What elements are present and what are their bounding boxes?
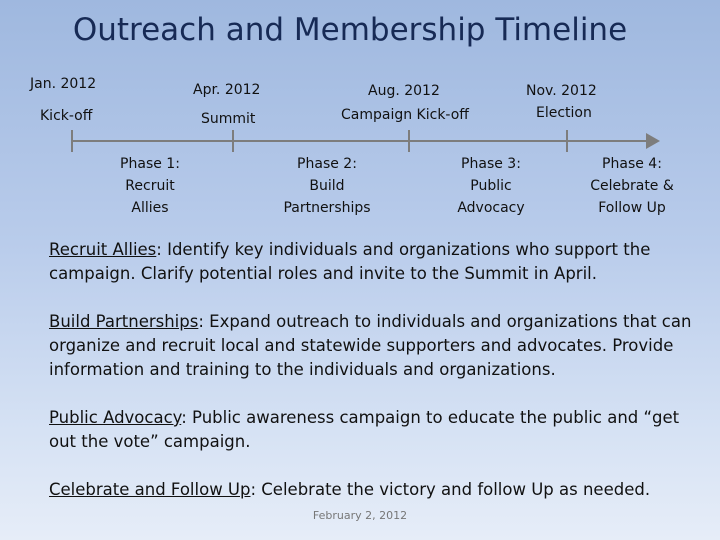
phase-3 (457, 153, 524, 219)
description-build-partnerships (49, 310, 699, 382)
phase-2-line3: Partnerships (283, 200, 371, 216)
timeline-tick (232, 130, 234, 152)
milestone-label-kickoff: Kick-off (40, 108, 93, 124)
description-text: : Identify key individuals and organizations who support the campaign. Clarify potential roles and invite to the Summit in April. (49, 240, 651, 283)
milestone-label-summit: Summit (201, 111, 256, 127)
milestone-label-campaign-kickoff: Campaign Kick-off (341, 107, 469, 123)
phase-3-line1: Phase 3: (461, 156, 521, 172)
description-term: Celebrate and Follow Up (49, 480, 251, 499)
phase-2-line2: Build (309, 178, 345, 194)
milestone-date-aug: Aug. 2012 (368, 83, 440, 99)
phase-1 (120, 153, 180, 219)
footer-date: February 2, 2012 (312, 509, 408, 522)
phase-3-line2: Public (470, 178, 512, 194)
description-celebrate-follow-up (49, 478, 699, 502)
description-term: Public Advocacy (49, 408, 182, 427)
milestone-label-election: Election (536, 105, 592, 121)
phase-4-line3: Follow Up (598, 200, 666, 216)
phase-4 (590, 153, 674, 219)
timeline-axis (72, 140, 650, 142)
description-text: : Celebrate the victory and follow Up as needed. (250, 480, 651, 499)
milestone-date-jan: Jan. 2012 (30, 76, 97, 92)
description-term: Build Partnerships (49, 312, 199, 331)
description-term: Recruit Allies (49, 240, 157, 259)
timeline-tick (71, 130, 73, 152)
phase-2-line1: Phase 2: (297, 156, 357, 172)
timeline-tick (408, 130, 410, 152)
timeline-tick (566, 130, 568, 152)
phase-1-line2: Recruit (125, 178, 175, 194)
description-recruit-allies (49, 238, 699, 286)
milestone-date-nov: Nov. 2012 (526, 83, 597, 99)
phase-1-line1: Phase 1: (120, 156, 180, 172)
phase-4-line1: Phase 4: (602, 156, 662, 172)
description-public-advocacy (49, 406, 699, 454)
timeline-arrowhead (646, 133, 660, 149)
description-text: : Public awareness campaign to educate the public and “get out the vote” campaign. (49, 408, 680, 451)
slide-title: Outreach and Membership Timeline (72, 12, 628, 48)
phase-2 (283, 153, 370, 219)
description-text: : Expand outreach to individuals and organizations that can organize and recruit local and statewide supporters and advocates. Provide information and training to the individuals and organizations. (49, 312, 692, 379)
milestone-date-apr: Apr. 2012 (193, 82, 261, 98)
phase-1-line3: Allies (131, 200, 169, 216)
phase-3-line3: Advocacy (457, 200, 525, 216)
phase-4-line2: Celebrate & (590, 178, 674, 194)
